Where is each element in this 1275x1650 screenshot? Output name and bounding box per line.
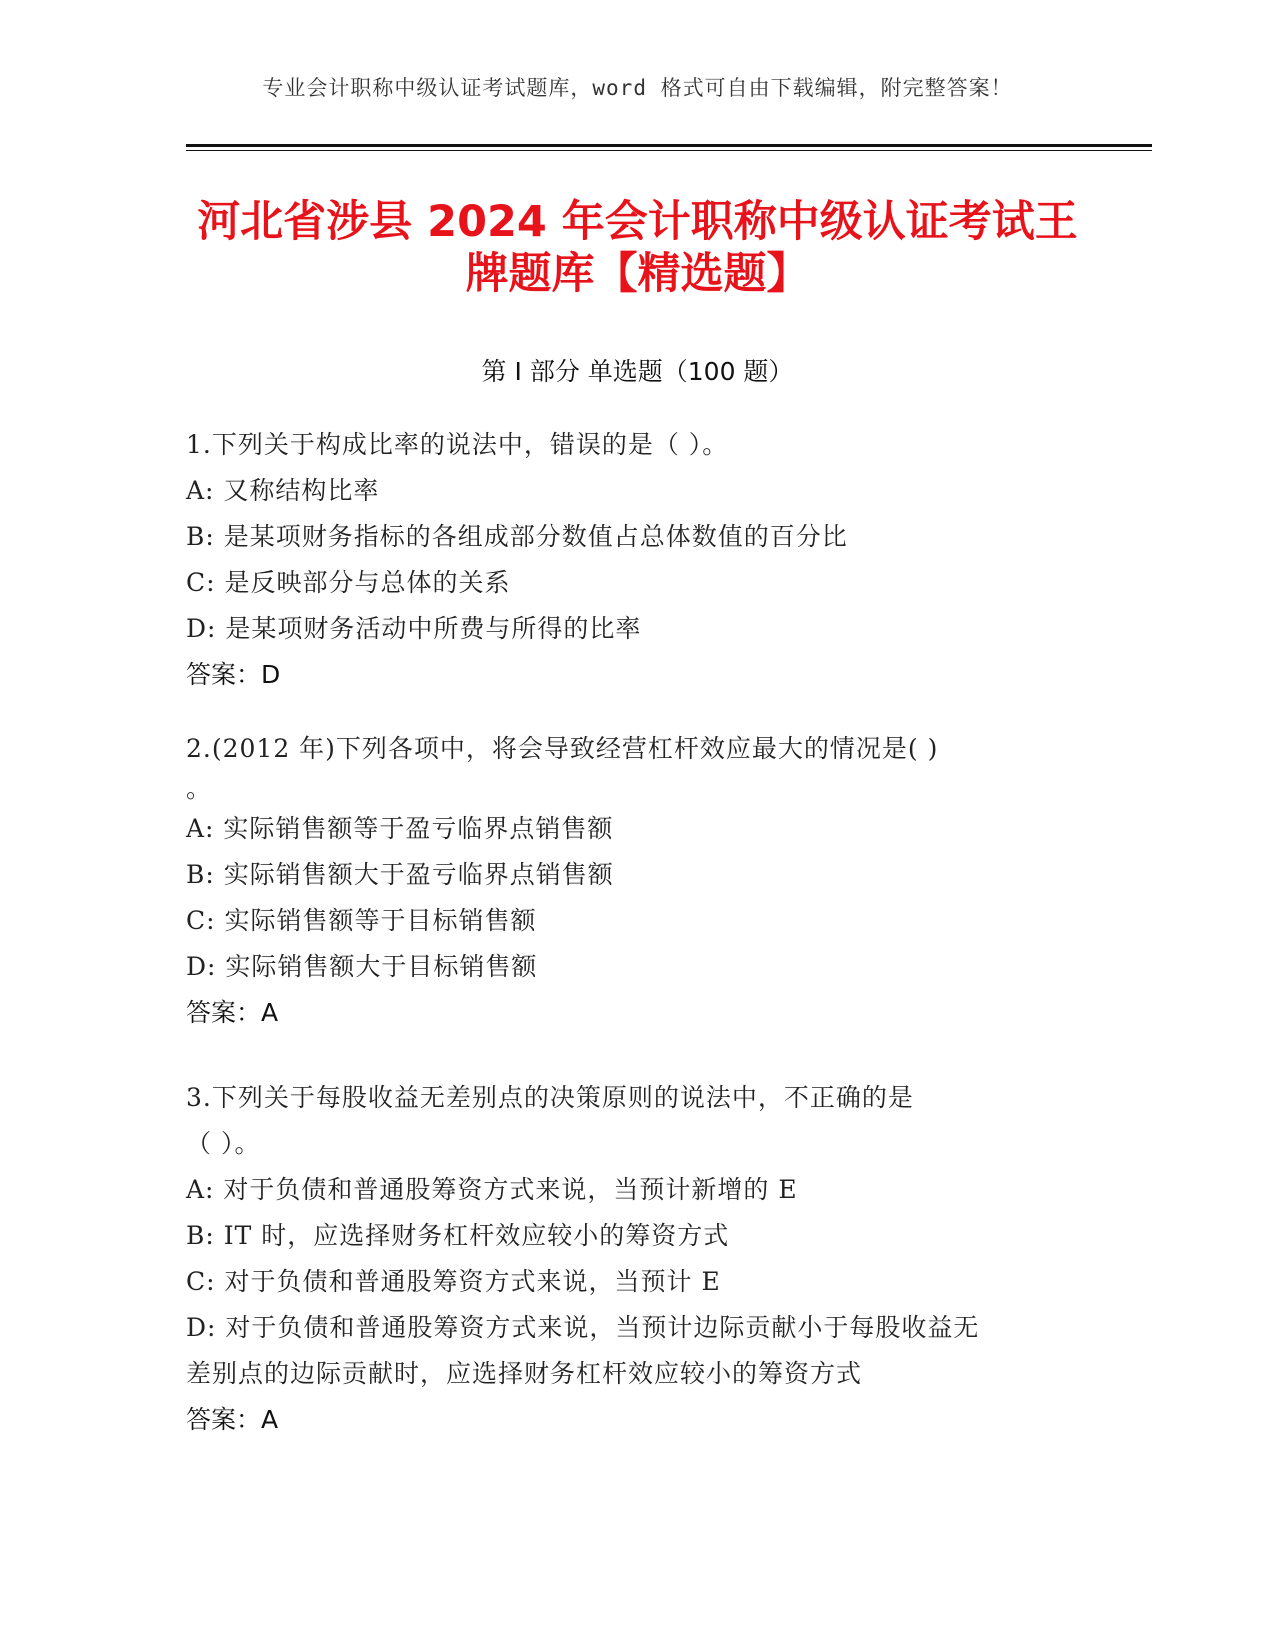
option-a: A: 对于负债和普通股筹资方式来说，当预计新增的 E (186, 1175, 798, 1204)
question-stem: 1.下列关于构成比率的说法中，错误的是（ ）。 (186, 430, 729, 459)
question-stem-continued: （ ）。 (186, 1129, 261, 1158)
option-c: C: 对于负债和普通股筹资方式来说，当预计 E (186, 1267, 721, 1296)
document-title (150, 196, 1125, 300)
option-a: A: 实际销售额等于盈亏临界点销售额 (186, 814, 614, 843)
option-b: B: 实际销售额大于盈亏临界点销售额 (186, 860, 614, 889)
option-b: B: 是某项财务指标的各组成部分数值占总体数值的百分比 (186, 522, 848, 551)
question-stem-continued: 。 (186, 774, 213, 803)
answer: 答案：A (186, 998, 279, 1027)
header-rule-thick (186, 144, 1152, 147)
question-1 (186, 422, 1086, 698)
option-d: D: 是某项财务活动中所费与所得的比率 (186, 614, 642, 643)
document-title-line-2: 牌题库【精选题】 (465, 249, 810, 299)
answer: 答案：D (186, 660, 281, 689)
question-3 (186, 1075, 1086, 1443)
option-a: A: 又称结构比率 (186, 476, 380, 505)
option-d-continued: 差别点的边际贡献时，应选择财务杠杆效应较小的筹资方式 (186, 1359, 863, 1388)
question-stem: 3.下列关于每股收益无差别点的决策原则的说法中，不正确的是 (186, 1083, 914, 1112)
header-rule-thin (186, 150, 1152, 151)
document-title-line-1: 河北省涉县 2024 年会计职称中级认证考试王 (197, 197, 1078, 247)
option-c: C: 是反映部分与总体的关系 (186, 568, 511, 597)
option-c: C: 实际销售额等于目标销售额 (186, 906, 537, 935)
option-d: D: 实际销售额大于目标销售额 (186, 952, 538, 981)
section-heading: 第 I 部分 单选题（100 题） (481, 357, 794, 386)
question-stem: 2.(2012 年)下列各项中，将会导致经营杠杆效应最大的情况是( ) (186, 734, 939, 763)
option-b: B: IT 时，应选择财务杠杆效应较小的筹资方式 (186, 1221, 730, 1250)
option-d: D: 对于负债和普通股筹资方式来说，当预计边际贡献小于每股收益无 (186, 1313, 980, 1342)
question-2 (186, 726, 1086, 1036)
answer: 答案：A (186, 1405, 279, 1434)
page-header: 专业会计职称中级认证考试题库，word 格式可自由下载编辑，附完整答案！ (262, 76, 1013, 100)
